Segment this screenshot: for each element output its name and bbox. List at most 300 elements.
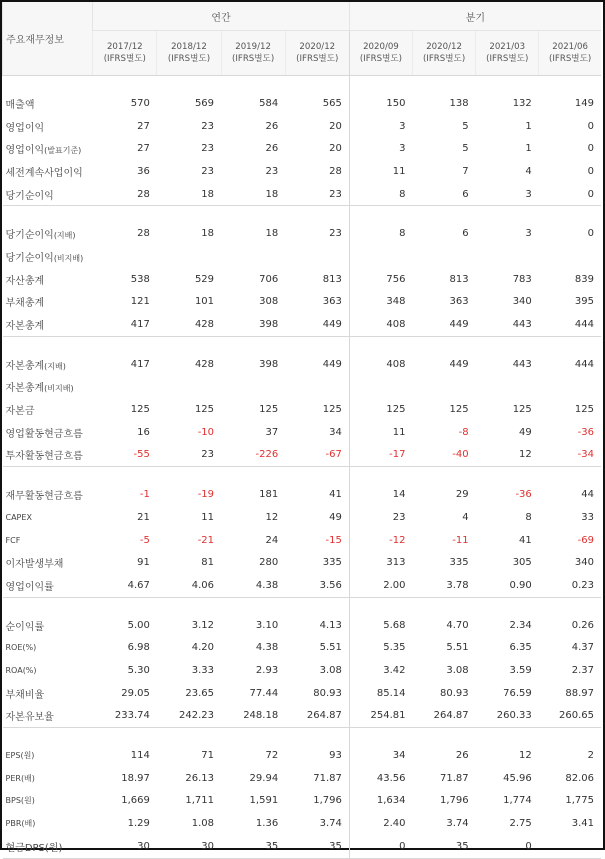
value-cell: 77.44 — [249, 687, 279, 699]
value-cell: 33 — [581, 511, 594, 523]
value-cell: 1.08 — [191, 818, 215, 830]
value-cell: 5.51 — [319, 642, 342, 654]
value-cell: 149 — [574, 97, 594, 109]
value-cell: 132 — [512, 97, 532, 109]
value-cell: -226 — [221, 444, 285, 467]
value-cell: 3.42 — [349, 659, 412, 682]
group-spacer — [3, 206, 602, 223]
value-cell: 363 — [322, 296, 342, 308]
spacer-cell — [285, 467, 349, 484]
value-cell: 26 — [455, 750, 469, 762]
value-cell: -5 — [139, 534, 150, 546]
spacer-cell — [476, 467, 539, 484]
row-label-text: 세전계속사업이익 — [5, 167, 83, 179]
value-cell: 3 — [349, 137, 412, 160]
value-cell: 114 — [130, 750, 150, 762]
value-cell: 29 — [455, 489, 469, 501]
value-cell: 348 — [349, 291, 412, 314]
value-cell: 0 — [539, 183, 601, 206]
row-label-text: 현금DPS(원) — [5, 842, 63, 854]
row-label-text: 자본총계 — [5, 383, 45, 395]
value-cell: -12 — [349, 529, 412, 552]
value-cell: 570 — [130, 97, 150, 109]
spacer-cell — [349, 467, 412, 484]
spacer-cell — [539, 597, 601, 614]
spacer-cell — [221, 467, 285, 484]
value-cell: 529 — [194, 273, 215, 285]
value-cell: 125 — [449, 404, 469, 416]
value-cell: 14 — [349, 483, 412, 506]
value-cell: -36 — [577, 426, 594, 438]
value-cell: 3.56 — [285, 574, 349, 597]
value-cell: 340 — [574, 557, 594, 569]
value-cell: 125 — [512, 404, 532, 416]
table-row — [3, 353, 602, 376]
spacer-cell — [221, 336, 285, 353]
spacer-cell — [157, 76, 221, 93]
value-cell: 4.38 — [255, 642, 279, 654]
value-cell: 23 — [157, 444, 221, 467]
group-spacer — [3, 76, 602, 93]
value-cell: 0.90 — [476, 574, 539, 597]
value-cell — [539, 376, 601, 399]
row-label — [3, 137, 93, 160]
row-label-text: PER(배) — [5, 773, 35, 783]
value-cell: 0 — [587, 165, 594, 177]
value-cell: 4.70 — [446, 619, 469, 631]
value-cell: 36 — [137, 165, 150, 177]
value-cell: 91 — [137, 557, 150, 569]
value-cell: 1,796 — [313, 795, 342, 807]
value-cell: 395 — [574, 296, 594, 308]
spacer-cell — [3, 597, 93, 614]
value-cell: 1 — [525, 120, 532, 132]
table-row — [3, 313, 602, 336]
value-cell: 1,591 — [249, 795, 279, 807]
value-cell: 417 — [93, 313, 157, 336]
value-cell: 93 — [329, 750, 342, 762]
value-cell: 449 — [322, 358, 342, 370]
spacer-cell — [221, 206, 285, 223]
value-cell: -1 — [139, 489, 150, 501]
row-label-text: 당기순이익 — [5, 230, 54, 242]
value-cell: 8 — [525, 511, 532, 523]
value-cell: 88.97 — [565, 687, 594, 699]
value-cell: 3 — [476, 183, 539, 206]
row-label — [3, 529, 93, 552]
table-row — [3, 376, 602, 399]
period-column-header — [93, 31, 157, 76]
value-cell: 34 — [349, 744, 412, 767]
spacer-cell — [539, 467, 601, 484]
spacer-cell — [3, 336, 93, 353]
table-row — [3, 137, 602, 160]
spacer-cell — [539, 206, 601, 223]
value-cell: 444 — [574, 358, 594, 370]
value-cell: 7 — [462, 165, 469, 177]
value-cell: 18 — [201, 228, 215, 240]
accounting-basis: (IFRS별도) — [486, 54, 529, 64]
table-row — [3, 115, 602, 138]
row-label — [3, 115, 93, 138]
spacer-cell — [285, 206, 349, 223]
value-cell: 4.38 — [221, 574, 285, 597]
row-label — [3, 682, 93, 705]
value-cell: 71 — [201, 750, 215, 762]
value-cell: 254.81 — [349, 705, 412, 728]
value-cell: 305 — [512, 557, 532, 569]
table-row — [3, 767, 602, 790]
value-cell: 18 — [265, 228, 279, 240]
accounting-basis: (IFRS별도) — [103, 54, 146, 64]
value-cell: 12 — [476, 444, 539, 467]
table-body — [3, 76, 602, 859]
spacer-cell — [349, 336, 412, 353]
value-cell: 23 — [285, 183, 349, 206]
period-date: 2018/12 — [171, 42, 207, 52]
spacer-cell — [476, 336, 539, 353]
value-cell: 150 — [349, 92, 412, 115]
value-cell: 4.06 — [157, 574, 221, 597]
period-date: 2021/06 — [552, 42, 588, 52]
value-cell: 20 — [329, 143, 342, 155]
spacer-cell — [349, 206, 412, 223]
value-cell: -36 — [515, 489, 532, 501]
value-cell: 30 — [157, 835, 221, 858]
table-row — [3, 614, 602, 637]
spacer-cell — [285, 728, 349, 745]
value-cell: 4 — [525, 165, 532, 177]
spacer-cell — [3, 76, 93, 93]
spacer-cell — [221, 728, 285, 745]
value-cell: -19 — [197, 489, 215, 501]
row-label-text: 영업활동현금흐름 — [5, 428, 83, 440]
value-cell: 5 — [462, 143, 469, 155]
value-cell: 3.41 — [571, 818, 594, 830]
value-cell: 5.51 — [446, 642, 469, 654]
value-cell: 81 — [201, 557, 215, 569]
table-row — [3, 705, 602, 728]
period-column-header — [221, 31, 285, 76]
value-cell: 28 — [329, 165, 342, 177]
row-label — [3, 291, 93, 314]
period-column-header — [476, 31, 539, 76]
table-row — [3, 160, 602, 183]
value-cell: 260.33 — [476, 705, 539, 728]
value-cell: 8 — [349, 183, 412, 206]
value-cell: 3 — [525, 228, 532, 240]
value-cell: 6.98 — [127, 642, 150, 654]
value-cell: 242.23 — [157, 705, 221, 728]
value-cell: 1 — [525, 143, 532, 155]
table-row — [3, 92, 602, 115]
spacer-cell — [93, 467, 157, 484]
table-row — [3, 636, 602, 659]
period-date: 2019/12 — [235, 42, 271, 52]
value-cell: -21 — [197, 534, 215, 546]
period-column-header — [413, 31, 476, 76]
value-cell: 76.59 — [503, 687, 532, 699]
accounting-basis: (IFRS별도) — [422, 54, 466, 64]
row-label-text: 부채총계 — [5, 298, 45, 310]
spacer-cell — [157, 728, 221, 745]
row-label-text: 자본유보율 — [5, 712, 54, 724]
quarter-header: 분기 — [349, 2, 601, 31]
value-cell: 408 — [349, 313, 412, 336]
value-cell: 41 — [519, 534, 532, 546]
row-label-text: 당기순이익 — [5, 252, 54, 264]
value-cell: 82.06 — [565, 772, 594, 784]
value-cell: 12 — [265, 511, 279, 523]
value-cell: 417 — [130, 358, 150, 370]
spacer-cell — [413, 467, 476, 484]
value-cell: -67 — [285, 444, 349, 467]
spacer-cell — [285, 597, 349, 614]
value-cell: 444 — [539, 313, 601, 336]
table-row — [3, 183, 602, 206]
row-label-text: 자산총계 — [5, 275, 45, 287]
spacer-cell — [413, 206, 476, 223]
period-column-header — [157, 31, 221, 76]
value-cell: 27 — [137, 120, 150, 132]
value-cell: 706 — [259, 273, 279, 285]
group-spacer — [3, 597, 602, 614]
value-cell: 80.93 — [440, 687, 469, 699]
value-cell: 45.96 — [503, 772, 532, 784]
spacer-cell — [413, 597, 476, 614]
value-cell: 449 — [449, 358, 469, 370]
row-label — [3, 767, 93, 790]
group-spacer — [3, 467, 602, 484]
value-cell: 85.14 — [349, 682, 412, 705]
row-label-text: 당기순이익 — [5, 190, 54, 202]
spacer-cell — [221, 76, 285, 93]
value-cell: 3 — [349, 115, 412, 138]
value-cell — [413, 245, 476, 268]
value-cell: 2.40 — [349, 812, 412, 835]
value-cell: 18 — [221, 183, 285, 206]
table-row — [3, 659, 602, 682]
value-cell: 4.20 — [191, 642, 215, 654]
value-cell: 428 — [157, 313, 221, 336]
row-label-text: 영업이익률 — [5, 581, 54, 593]
value-cell: 3.59 — [509, 664, 532, 676]
value-cell: 6 — [413, 183, 476, 206]
table-row — [3, 682, 602, 705]
table-row — [3, 574, 602, 597]
value-cell: 18.97 — [121, 772, 150, 784]
value-cell: 8 — [349, 222, 412, 245]
value-cell: 23 — [201, 165, 215, 177]
value-cell: 24 — [265, 534, 279, 546]
row-label-text: 매출액 — [5, 99, 35, 111]
period-date: 2021/03 — [489, 42, 526, 52]
value-cell: 363 — [449, 296, 469, 308]
period-date: 2017/12 — [106, 42, 143, 52]
row-label-text: 부채비율 — [5, 689, 45, 701]
spacer-cell — [413, 76, 476, 93]
row-label-text: 재무활동현금흐름 — [5, 491, 83, 503]
row-label — [3, 376, 93, 399]
value-cell: 3.74 — [446, 818, 469, 830]
financial-summary-table — [2, 2, 601, 859]
value-cell: 5.00 — [127, 619, 150, 631]
accounting-basis: (IFRS별도) — [296, 54, 339, 64]
value-cell: 23 — [265, 165, 279, 177]
value-cell: 1,774 — [503, 795, 532, 807]
value-cell: 121 — [130, 296, 150, 308]
table-row — [3, 744, 602, 767]
value-cell: 3.08 — [319, 664, 342, 676]
value-cell: 3.10 — [255, 619, 279, 631]
spacer-cell — [476, 206, 539, 223]
spacer-cell — [539, 76, 601, 93]
row-label-suffix: (지배) — [53, 231, 76, 241]
value-cell: 248.18 — [221, 705, 285, 728]
group-spacer — [3, 336, 602, 353]
row-label-text: PBR(배) — [5, 819, 36, 829]
value-cell: 20 — [329, 120, 342, 132]
value-cell: -11 — [452, 534, 469, 546]
value-cell: 26 — [265, 143, 279, 155]
spacer-cell — [157, 206, 221, 223]
value-cell — [539, 835, 601, 858]
value-cell: 23 — [201, 143, 215, 155]
value-cell: 28 — [137, 228, 150, 240]
table-row — [3, 268, 602, 291]
row-label-text: EPS(원) — [5, 751, 35, 761]
value-cell: 313 — [349, 551, 412, 574]
table-row — [3, 529, 602, 552]
spacer-cell — [539, 336, 601, 353]
spacer-cell — [476, 728, 539, 745]
value-cell: 2.75 — [509, 818, 532, 830]
row-label — [3, 353, 93, 376]
row-label-text: BPS(원) — [5, 796, 35, 806]
accounting-basis: (IFRS별도) — [167, 54, 211, 64]
spacer-cell — [3, 467, 93, 484]
value-cell: 11 — [349, 160, 412, 183]
value-cell: 335 — [449, 557, 469, 569]
table-row — [3, 398, 602, 421]
period-column-header — [349, 31, 412, 76]
accounting-basis: (IFRS별도) — [232, 54, 275, 64]
row-label — [3, 92, 93, 115]
table-row — [3, 483, 602, 506]
value-cell: 23 — [201, 120, 215, 132]
row-label-suffix: (발표기준) — [44, 146, 82, 156]
value-cell — [349, 245, 412, 268]
spacer-cell — [413, 336, 476, 353]
table-row — [3, 421, 602, 444]
value-cell: 4.13 — [319, 619, 342, 631]
value-cell: 49 — [329, 511, 342, 523]
value-cell: 26.13 — [185, 772, 215, 784]
corner-label: 주요재무정보 — [3, 2, 93, 76]
spacer-cell — [93, 206, 157, 223]
value-cell: 0 — [587, 228, 594, 240]
value-cell: 5.68 — [349, 614, 412, 637]
value-cell — [539, 245, 601, 268]
value-cell: 80.93 — [313, 687, 342, 699]
value-cell: 538 — [130, 273, 150, 285]
spacer-cell — [476, 597, 539, 614]
value-cell — [157, 376, 221, 399]
date-header-row — [3, 31, 602, 76]
value-cell: 2.37 — [571, 664, 594, 676]
spacer-cell — [221, 597, 285, 614]
value-cell: 1,775 — [565, 795, 594, 807]
value-cell: 21 — [137, 511, 150, 523]
value-cell: 3.12 — [191, 619, 215, 631]
value-cell: 125 — [194, 404, 215, 416]
value-cell: 125 — [574, 404, 594, 416]
value-cell: 3.08 — [446, 664, 469, 676]
row-label — [3, 160, 93, 183]
value-cell: 23 — [349, 506, 412, 529]
value-cell — [285, 376, 349, 399]
value-cell: 16 — [137, 426, 150, 438]
value-cell: 260.65 — [539, 705, 601, 728]
accounting-basis: (IFRS별도) — [549, 54, 592, 64]
value-cell: 0.23 — [539, 574, 601, 597]
value-cell: 11 — [349, 421, 412, 444]
value-cell — [157, 245, 221, 268]
value-cell — [93, 376, 157, 399]
spacer-cell — [349, 76, 412, 93]
row-label — [3, 574, 93, 597]
row-label — [3, 790, 93, 813]
value-cell: 0 — [587, 120, 594, 132]
period-column-header — [285, 31, 349, 76]
row-label-text: ROA(%) — [5, 665, 37, 675]
value-cell: 4.37 — [571, 642, 594, 654]
value-cell — [93, 245, 157, 268]
value-cell: 181 — [259, 489, 279, 501]
value-cell: 4.67 — [93, 574, 157, 597]
row-label-text: 자본금 — [5, 406, 35, 418]
value-cell: -17 — [349, 444, 412, 467]
value-cell — [221, 376, 285, 399]
value-cell: 12 — [519, 750, 532, 762]
spacer-cell — [93, 336, 157, 353]
value-cell: 449 — [413, 313, 476, 336]
row-label-suffix: (비지배) — [53, 253, 84, 263]
row-label-text: 영업이익 — [5, 145, 45, 157]
period-date: 2020/12 — [299, 42, 336, 52]
row-label — [3, 659, 93, 682]
row-label-suffix: (지배) — [44, 361, 66, 371]
value-cell: 125 — [259, 404, 279, 416]
row-label — [3, 812, 93, 835]
value-cell: 839 — [574, 273, 594, 285]
row-label — [3, 506, 93, 529]
value-cell: 756 — [349, 268, 412, 291]
period-column-header — [539, 31, 601, 76]
value-cell: 44 — [581, 489, 594, 501]
row-label — [3, 183, 93, 206]
value-cell: 813 — [449, 273, 469, 285]
row-label-text: FCF — [5, 535, 21, 545]
spacer-cell — [285, 76, 349, 93]
value-cell: -40 — [413, 444, 476, 467]
value-cell: 1,634 — [349, 790, 412, 813]
spacer-cell — [413, 728, 476, 745]
value-cell — [285, 245, 349, 268]
value-cell: 398 — [221, 313, 285, 336]
value-cell: 5.35 — [349, 636, 412, 659]
value-cell: 0 — [587, 143, 594, 155]
